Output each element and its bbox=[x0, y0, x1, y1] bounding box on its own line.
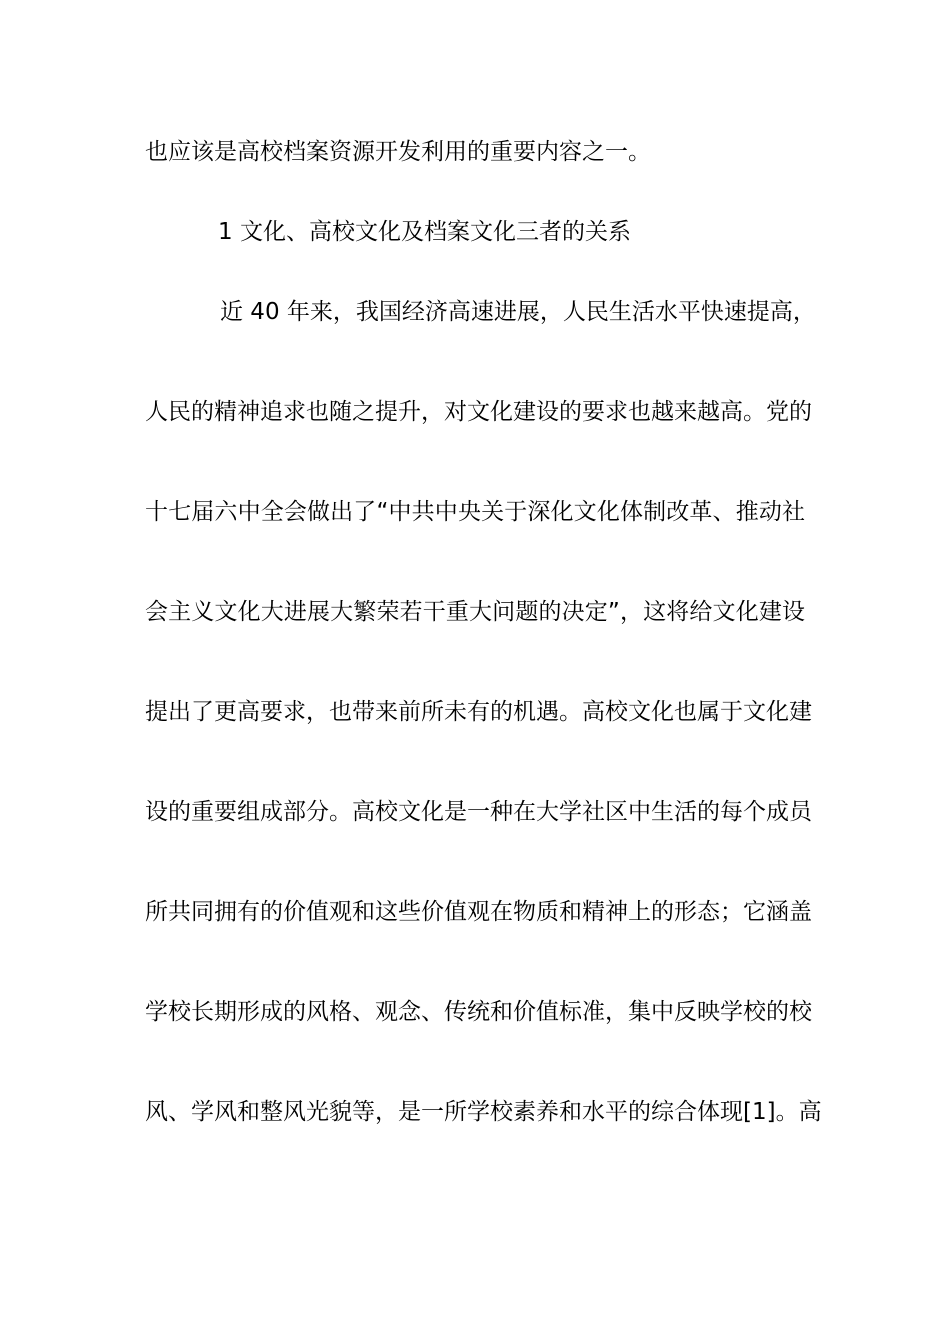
paragraph-line-1: 也应该是高校档案资源开发利用的重要内容之一。 bbox=[145, 139, 651, 165]
paragraph-line-9: 学校长期形成的风格、观念、传统和价值标准，集中反映学校的校 bbox=[145, 999, 812, 1025]
paragraph-line-3: 人民的精神追求也随之提升，对文化建设的要求也越来越高。党的 bbox=[145, 399, 812, 425]
paragraph-line-7: 设的重要组成部分。高校文化是一种在大学社区中生活的每个成员 bbox=[145, 799, 812, 825]
paragraph-line-2: 近 40 年来，我国经济高速进展，人民生活水平快速提高， bbox=[220, 299, 816, 325]
paragraph-line-10: 风、学风和整风光貌等，是一所学校素养和水平的综合体现[1]。高 bbox=[145, 1099, 822, 1125]
section-heading: 1 文化、高校文化及档案文化三者的关系 bbox=[218, 219, 631, 245]
paragraph-line-8: 所共同拥有的价值观和这些价值观在物质和精神上的形态；它涵盖 bbox=[145, 899, 812, 925]
paragraph-line-4: 十七届六中全会做出了“中共中央关于深化文化体制改革、推动社 bbox=[145, 499, 805, 525]
paragraph-line-5: 会主义文化大进展大繁荣若干重大问题的决定”，这将给文化建设 bbox=[145, 599, 805, 625]
paragraph-line-6: 提出了更高要求，也带来前所未有的机遇。高校文化也属于文化建 bbox=[145, 699, 812, 725]
